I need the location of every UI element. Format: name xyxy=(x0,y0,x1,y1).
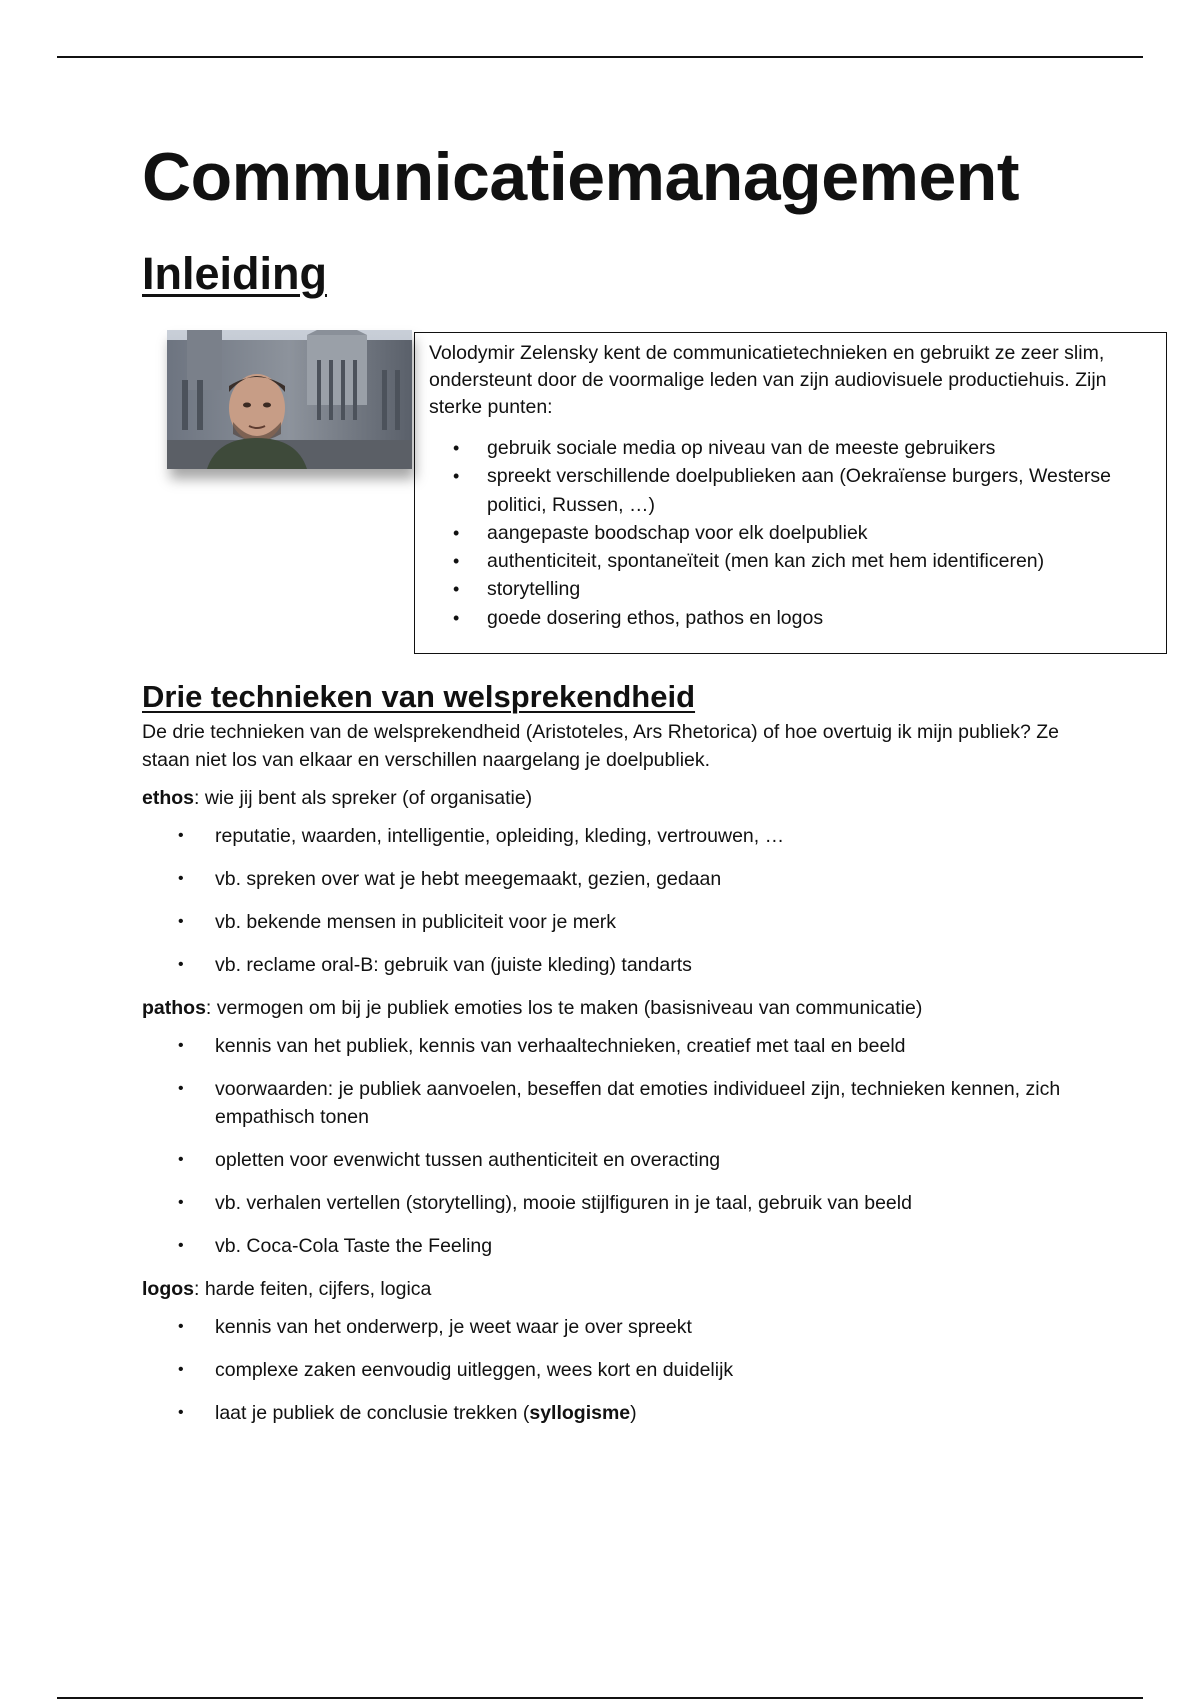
list-item: • aangepaste boodschap voor elk doelpubliek xyxy=(487,519,1152,547)
list-item: • vb. bekende mensen in publiciteit voor je merk xyxy=(215,908,1092,936)
list-item: • gebruik sociale media op niveau van de meeste gebruikers xyxy=(487,434,1152,462)
term-logos: logos xyxy=(142,1278,194,1300)
section-intro-text: De drie technieken van de welsprekendheid (Aristoteles, Ars Rhetorica) of hoe overtuig ik mijn publiek? Ze staan niet los van elkaar en verschillen naargelang je doelpubliek. xyxy=(142,721,1059,771)
zelensky-photo xyxy=(167,330,412,469)
list-item: • vb. Coca-Cola Taste the Feeling xyxy=(215,1232,1092,1260)
logos-definition-text: : harde feiten, cijfers, logica xyxy=(194,1278,432,1300)
logos-list xyxy=(142,1313,1092,1427)
section-heading-welsprekendheid: Drie technieken van welsprekendheid xyxy=(142,679,696,714)
list-item: • vb. reclame oral-B: gebruik van (juiste kleding) tandarts xyxy=(215,951,1092,979)
list-item xyxy=(215,1399,1092,1427)
list-item: • voorwaarden: je publiek aanvoelen, beseffen dat emoties individueel zijn, technieken kennen, zich empathisch tonen xyxy=(215,1075,1092,1131)
pathos-definition xyxy=(142,994,1092,1022)
list-item: • vb. spreken over wat je hebt meegemaakt, gezien, gedaan xyxy=(215,865,1092,893)
section-heading-inleiding: Inleiding xyxy=(142,248,327,299)
list-item: • kennis van het publiek, kennis van verhaaltechnieken, creatief met taal en beeld xyxy=(215,1032,1092,1060)
list-item: • spreekt verschillende doelpublieken aan (Oekraïense burgers, Westerse politici, Russen, …) xyxy=(487,462,1152,519)
ethos-definition xyxy=(142,784,1092,812)
term-ethos: ethos xyxy=(142,787,195,809)
bottom-rule xyxy=(57,1697,1143,1699)
list-item: • goede dosering ethos, pathos en logos xyxy=(487,604,1152,632)
top-rule xyxy=(57,56,1143,58)
list-item: • authenticiteit, spontaneïteit (men kan zich met hem identificeren) xyxy=(487,547,1152,575)
ethos-definition-text: : wie jij bent als spreker (of organisatie) xyxy=(194,787,533,809)
pathos-list xyxy=(142,1032,1092,1260)
strengths-list xyxy=(429,434,1152,632)
syllogisme-prefix: laat je publiek de conclusie trekken ( xyxy=(215,1402,530,1424)
syllogisme-term: syllogisme xyxy=(529,1402,631,1424)
list-item: • reputatie, waarden, intelligentie, opleiding, kleding, vertrouwen, … xyxy=(215,822,1092,850)
list-item: • complexe zaken eenvoudig uitleggen, wees kort en duidelijk xyxy=(215,1356,1092,1384)
syllogisme-suffix: ) xyxy=(630,1402,637,1424)
list-item: • vb. verhalen vertellen (storytelling), mooie stijlfiguren in je taal, gebruik van beeld xyxy=(215,1189,1092,1217)
pathos-definition-text: : vermogen om bij je publiek emoties los te maken (basisniveau van communicatie) xyxy=(205,997,923,1019)
box-intro-text: Volodymir Zelensky kent de communicatietechnieken en gebruikt ze zeer slim, ondersteunt door de voormalige leden van zijn audiovisuele productiehuis. Zijn sterke punten: xyxy=(429,342,1107,418)
page-title: Communicatiemanagement xyxy=(142,139,1019,215)
welsprekendheid-content xyxy=(142,718,1092,1442)
strengths-box xyxy=(414,332,1167,654)
list-item: • opletten voor evenwicht tussen authenticiteit en overacting xyxy=(215,1146,1092,1174)
logos-definition xyxy=(142,1275,1092,1303)
list-item: • kennis van het onderwerp, je weet waar je over spreekt xyxy=(215,1313,1092,1341)
list-item: • storytelling xyxy=(487,575,1152,603)
ethos-list xyxy=(142,822,1092,979)
term-pathos: pathos xyxy=(142,997,206,1019)
